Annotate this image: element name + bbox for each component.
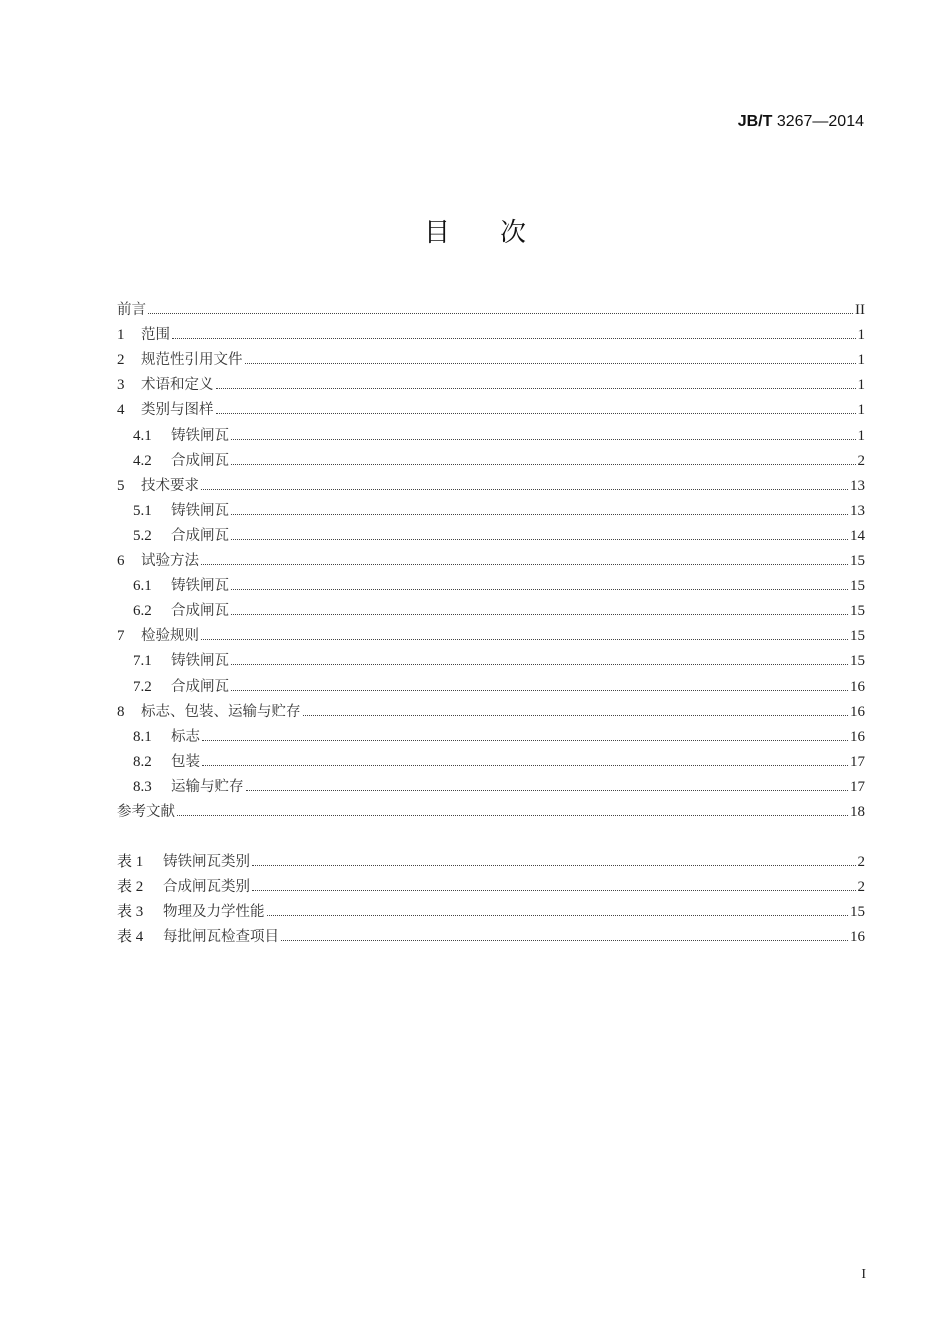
toc-entry-label: 铸铁闸瓦 <box>171 427 229 444</box>
toc-entry-label: 合成闸瓦 <box>171 678 229 695</box>
dot-leader <box>246 790 849 791</box>
toc-entry-label: 运输与贮存 <box>171 778 244 795</box>
dot-leader <box>231 539 848 540</box>
toc-entry-page: 2 <box>857 452 865 469</box>
dot-leader <box>245 363 856 364</box>
toc-entry-page: 15 <box>850 553 865 570</box>
toc-entry-number: 表 2 <box>117 879 144 896</box>
toc-entry-number: 7 <box>117 628 125 645</box>
toc-entry-number: 表 4 <box>117 929 144 946</box>
toc-entry-page: II <box>855 302 865 319</box>
dot-leader <box>267 915 849 916</box>
toc-entry-number: 3 <box>117 377 125 394</box>
page-title: 目次 <box>423 218 576 248</box>
toc-entry-number: 8.3 <box>133 778 152 795</box>
toc-entry-label: 物理及力学性能 <box>163 904 265 921</box>
dot-leader <box>172 338 856 339</box>
toc-entry-number: 6.2 <box>133 603 152 620</box>
dot-leader <box>303 715 849 716</box>
toc-entry-label: 前言 <box>117 302 146 319</box>
toc-entry-number: 4.2 <box>133 452 152 469</box>
toc-entry[interactable] <box>117 921 865 946</box>
toc-entry-page: 2 <box>857 854 865 871</box>
toc-entry-number: 表 3 <box>117 904 144 921</box>
page-number: I <box>861 1267 866 1282</box>
standard-number <box>738 113 864 131</box>
toc-entry[interactable] <box>117 369 865 394</box>
toc-entry-label: 规范性引用文件 <box>141 352 243 369</box>
dot-leader <box>252 890 856 891</box>
toc-entry-label: 铸铁闸瓦 <box>171 502 229 519</box>
toc-entry-number: 2 <box>117 352 125 369</box>
toc-entry[interactable] <box>117 896 865 921</box>
toc-entry-page: 16 <box>850 728 865 745</box>
toc-entry-label: 术语和定义 <box>141 377 214 394</box>
spacer <box>117 821 865 846</box>
toc-entry[interactable] <box>117 746 865 771</box>
toc-entry[interactable] <box>117 294 865 319</box>
toc-entry-page: 13 <box>850 477 865 494</box>
toc-entry[interactable] <box>117 445 865 470</box>
dot-leader <box>201 639 848 640</box>
toc-entry[interactable] <box>117 721 865 746</box>
toc-entry-number: 表 1 <box>117 854 144 871</box>
toc-entry[interactable] <box>117 670 865 695</box>
dot-leader <box>231 464 856 465</box>
toc-entry-label: 技术要求 <box>141 477 199 494</box>
dot-leader <box>216 413 856 414</box>
toc-entry[interactable] <box>117 495 865 520</box>
dot-leader <box>202 765 848 766</box>
toc-entry-label: 每批闸瓦检查项目 <box>163 929 279 946</box>
toc-entry-page: 1 <box>857 377 865 394</box>
toc-entry-page: 15 <box>850 603 865 620</box>
toc-entry-label: 铸铁闸瓦类别 <box>163 854 250 871</box>
table-of-contents <box>117 294 865 946</box>
toc-entry-label: 参考文献 <box>117 803 175 820</box>
toc-entry-page: 2 <box>857 879 865 896</box>
toc-entry-page: 15 <box>850 653 865 670</box>
toc-entry-page: 15 <box>850 628 865 645</box>
toc-entry-page: 1 <box>857 352 865 369</box>
toc-entry[interactable] <box>117 545 865 570</box>
toc-entry-page: 1 <box>857 327 865 344</box>
toc-entry-label: 标志 <box>171 728 200 745</box>
standard-prefix: JB/T <box>737 113 773 130</box>
toc-entry-page: 13 <box>850 502 865 519</box>
toc-entry-number: 7.2 <box>133 678 152 695</box>
toc-entry-page: 18 <box>850 803 865 820</box>
toc-entry-label: 铸铁闸瓦 <box>171 578 229 595</box>
dot-leader <box>231 439 856 440</box>
toc-entry[interactable] <box>117 470 865 495</box>
toc-entry-page: 16 <box>850 678 865 695</box>
toc-entry-label: 包装 <box>171 753 200 770</box>
dot-leader <box>148 313 853 314</box>
toc-entry-number: 8 <box>117 703 125 720</box>
toc-entry-number: 8.1 <box>133 728 152 745</box>
toc-entry[interactable] <box>117 570 865 595</box>
dot-leader <box>177 815 848 816</box>
dot-leader <box>201 564 848 565</box>
dot-leader <box>231 664 848 665</box>
toc-entry-page: 1 <box>857 402 865 419</box>
standard-year: 3267—2014 <box>776 113 864 130</box>
toc-entry-label: 标志、包装、运输与贮存 <box>141 703 301 720</box>
toc-entry-number: 4 <box>117 402 125 419</box>
toc-entry[interactable] <box>117 771 865 796</box>
toc-entry-number: 1 <box>117 327 125 344</box>
toc-entry-label: 铸铁闸瓦 <box>171 653 229 670</box>
toc-entry[interactable] <box>117 419 865 444</box>
toc-entry-number: 5.2 <box>133 527 152 544</box>
toc-entry-label: 范围 <box>141 327 170 344</box>
toc-entry-number: 6 <box>117 553 125 570</box>
dot-leader <box>231 614 848 615</box>
dot-leader <box>216 388 856 389</box>
toc-entry-label: 检验规则 <box>141 628 199 645</box>
toc-entry[interactable] <box>117 319 865 344</box>
toc-entry-label: 合成闸瓦类别 <box>163 879 250 896</box>
toc-entry[interactable] <box>117 595 865 620</box>
toc-entry-label: 合成闸瓦 <box>171 452 229 469</box>
dot-leader <box>202 740 848 741</box>
toc-entry[interactable] <box>117 871 865 896</box>
toc-entry[interactable] <box>117 344 865 369</box>
toc-entry-label: 类别与图样 <box>141 402 214 419</box>
toc-entry-number: 5 <box>117 477 125 494</box>
toc-entry-page: 15 <box>850 578 865 595</box>
toc-entry-label: 合成闸瓦 <box>171 603 229 620</box>
toc-entry-page: 1 <box>857 427 865 444</box>
dot-leader <box>281 940 848 941</box>
toc-entry-number: 4.1 <box>133 427 152 444</box>
toc-entry-page: 14 <box>850 527 865 544</box>
dot-leader <box>231 514 848 515</box>
toc-entry-number: 7.1 <box>133 653 152 670</box>
toc-entry-number: 8.2 <box>133 753 152 770</box>
toc-entry[interactable] <box>117 846 865 871</box>
toc-entry[interactable] <box>117 796 865 821</box>
toc-entry-label: 试验方法 <box>141 553 199 570</box>
toc-entry[interactable] <box>117 620 865 645</box>
toc-entry-page: 16 <box>850 929 865 946</box>
toc-entry-label: 合成闸瓦 <box>171 527 229 544</box>
toc-entry-number: 6.1 <box>133 578 152 595</box>
dot-leader <box>231 690 848 691</box>
toc-entry-page: 17 <box>850 753 865 770</box>
dot-leader <box>231 589 848 590</box>
toc-entry-number: 5.1 <box>133 502 152 519</box>
toc-entry[interactable] <box>117 696 865 721</box>
toc-entry[interactable] <box>117 520 865 545</box>
toc-entry-page: 16 <box>850 703 865 720</box>
toc-entry[interactable] <box>117 645 865 670</box>
toc-entry[interactable] <box>117 394 865 419</box>
dot-leader <box>252 865 856 866</box>
dot-leader <box>201 489 848 490</box>
toc-entry-page: 15 <box>850 904 865 921</box>
toc-entry-page: 17 <box>850 778 865 795</box>
